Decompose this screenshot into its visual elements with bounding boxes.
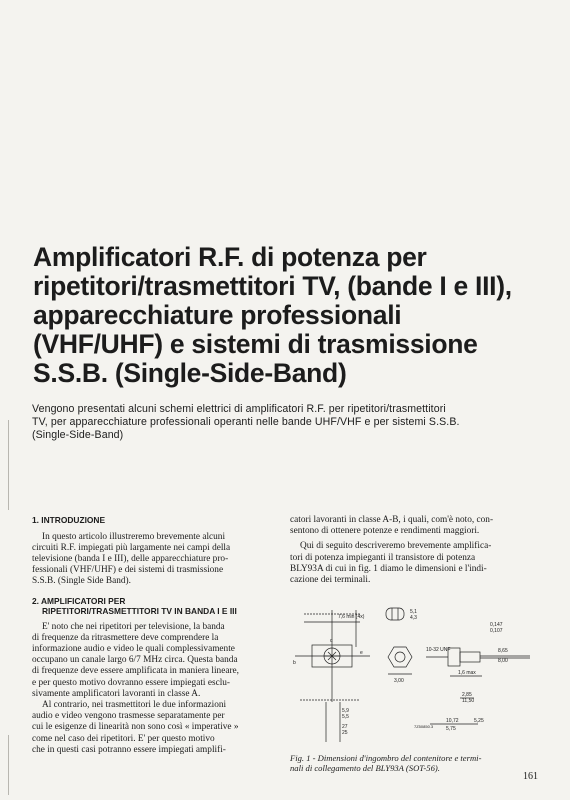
- body-line: catori lavoranti in classe A-B, i quali, com'è noto, con-: [290, 515, 494, 525]
- body-line: informazione audio e video le quali complessivamente: [32, 643, 235, 654]
- caption-line: Fig. 1 - Dimensioni d'ingombro del contenitore e termi-: [290, 753, 482, 763]
- dim-label: 0,107: [490, 628, 503, 634]
- body-line: Al contrario, nei trasmettitori le due informazioni: [42, 699, 227, 710]
- body-line: circuiti R.F. impiegati più largamente nei campi della: [32, 542, 231, 553]
- body-line: S.S.B. (Single Side Band).: [32, 576, 131, 587]
- section-heading-amplificatori: 2. AMPLIFICATORI PER: [32, 595, 126, 606]
- dim-label: 5,5: [342, 714, 349, 720]
- abstract-line: TV, per apparecchiature professionali operanti nelle bande UHF/VHF e per sistemi S.S.B.: [32, 416, 460, 428]
- section-heading-amplificatori-cont: RIPETITORI/TRASMETTITORI TV IN BANDA I E III: [42, 606, 237, 617]
- dim-label: 25: [342, 730, 348, 736]
- scan-margin-line: [8, 735, 9, 795]
- dim-label: 27: [342, 724, 348, 730]
- title-line: ripetitori/trasmettitori TV, (bande I e III),: [33, 271, 512, 301]
- dim-label: 11,50: [462, 698, 475, 704]
- body-line: In questo articolo illustreremo brevemente alcuni: [42, 531, 226, 542]
- body-line: e per questo motivo dovranno essere impiegati esclu-: [32, 677, 231, 688]
- dim-label: 0,147: [490, 622, 503, 628]
- body-line: cazione dei terminali.: [290, 575, 371, 586]
- body-line: di frequenze deve essere amplificata in maniera lineare,: [32, 666, 240, 677]
- body-line: occupano un canale largo 6/7 MHz circa. Questa banda: [32, 655, 238, 666]
- abstract-line: Vengono presentati alcuni schemi elettrici di amplificatori R.F. per ripetitori/trasmettitori: [32, 403, 446, 415]
- terminal-label-c: c: [330, 638, 333, 644]
- body-line: audio e video vengono trasmesse separatamente per: [32, 711, 225, 722]
- dim-label: 2,85: [462, 692, 472, 698]
- page-number: 161: [523, 771, 538, 782]
- body-line: come nel caso dei ripetitori. E' per questo motivo: [32, 733, 215, 744]
- scan-margin-line: [8, 420, 9, 510]
- dim-label: 5,25: [474, 718, 484, 724]
- hex-nut: [388, 647, 412, 667]
- right-column: [290, 515, 538, 586]
- terminal-label-e: e: [360, 650, 363, 656]
- case-body: [460, 652, 480, 662]
- left-column: [32, 515, 280, 756]
- body-line: E' noto che nei ripetitori per televisione, la banda: [42, 621, 225, 632]
- article-abstract: [32, 403, 542, 442]
- article-title: [33, 243, 553, 388]
- body-line: sivamente amplificatori lavoranti in classe A.: [32, 688, 201, 699]
- body-line: che in questi casi potranno essere impiegati amplifi-: [32, 744, 226, 755]
- title-line: Amplificatori R.F. di potenza per: [33, 242, 427, 272]
- section-heading-introduzione: 1. INTRODUZIONE: [32, 515, 106, 525]
- body-line: Qui di seguito descriveremo brevemente amplifica-: [300, 541, 492, 552]
- dim-label: 10-32 UNF: [426, 647, 451, 653]
- dim-label: 10,72: [446, 718, 459, 724]
- title-line: S.S.B. (Single-Side-Band): [33, 358, 347, 388]
- dim-label: 4,3: [410, 615, 417, 621]
- body-line: tori di potenza impieganti il transistore di potenza: [290, 552, 476, 563]
- body-line: fessionali (VHF/UHF) e dei sistemi di trasmissione: [32, 565, 224, 576]
- abstract-line: (Single-Side-Band): [32, 429, 124, 441]
- figure-caption: [290, 753, 540, 773]
- body-line: sentono di ottenere potenze e rendimenti maggiori.: [290, 526, 480, 537]
- drawing-code: 7Z50850.3: [414, 724, 434, 729]
- body-line: televisione (banda I e III), delle apparecchiature pro-: [32, 553, 229, 564]
- dim-label: 5,9: [342, 708, 349, 714]
- dim-label: 1,6 max: [458, 670, 476, 676]
- transistor-dimension-drawing: [290, 602, 540, 750]
- body-line: cui le esigenze di linearità non sono così « imperative »: [32, 722, 239, 733]
- dim-label: 3,00: [394, 678, 404, 684]
- dim-label: 5,1: [410, 609, 417, 615]
- dim-label: 8,65: [498, 648, 508, 654]
- body-line: BLY93A di cui in fig. 1 diamo le dimensioni e l'indi-: [290, 563, 487, 574]
- terminal-label-b: b: [293, 660, 296, 666]
- caption-line: nali di collegamento del BLY93A (SOT-56).: [290, 763, 440, 773]
- dim-label: 8,00: [498, 658, 508, 664]
- dim-label: 7,6 min (4x): [338, 614, 365, 620]
- nut-top-view: [386, 608, 404, 620]
- title-line: apparecchiature professionali: [33, 300, 402, 330]
- title-line: (VHF/UHF) e sistemi di trasmissione: [33, 329, 478, 359]
- body-line: di frequenze da ritrasmettere deve comprendere la: [32, 632, 219, 643]
- dim-label: 5,75: [446, 726, 456, 732]
